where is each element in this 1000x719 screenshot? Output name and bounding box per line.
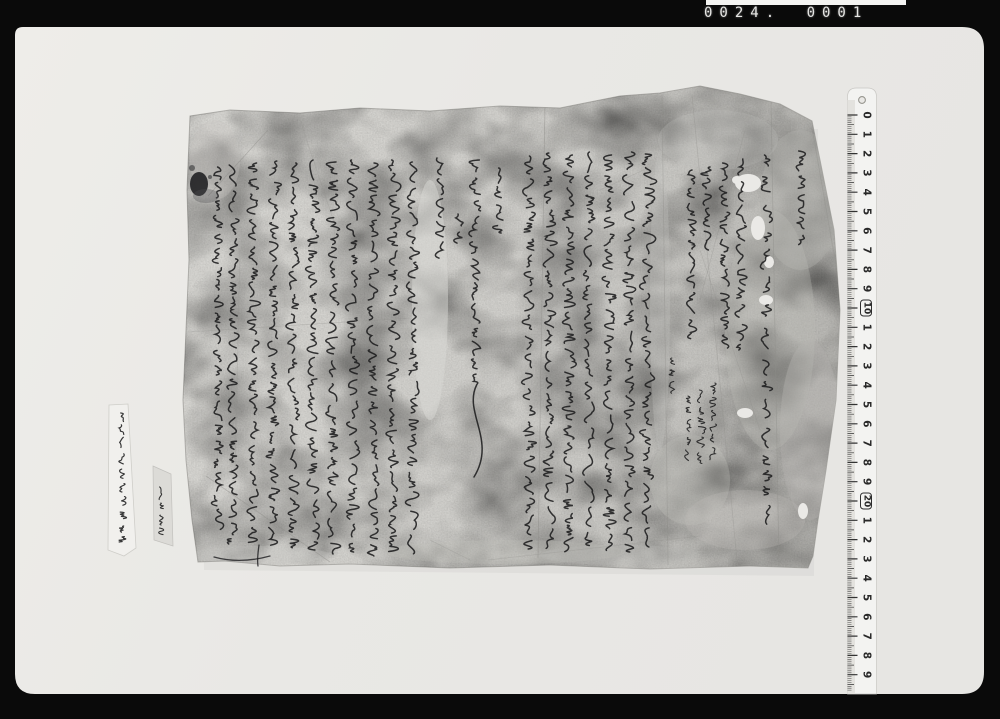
ruler-number: 3 [860, 555, 873, 563]
ruler-number: 2 [860, 342, 873, 351]
paper-stain [650, 150, 670, 450]
paper-hole [759, 295, 773, 305]
ink-blotch [189, 165, 195, 171]
ruler-number: 9 [860, 478, 873, 486]
ruler-number: 4 [860, 381, 873, 389]
ruler-number: 6 [860, 227, 873, 235]
ruler-number: 6 [860, 613, 873, 621]
paper-hole [737, 408, 753, 418]
ruler-number: 5 [860, 207, 873, 216]
ruler-number: 7 [860, 439, 873, 447]
ruler-number: 3 [860, 169, 873, 177]
ruler-number: 2 [860, 535, 873, 544]
paper-stain [540, 545, 700, 565]
manuscript-document [180, 80, 850, 580]
ruler-hole [859, 97, 866, 104]
ruler-number: 3 [860, 362, 873, 370]
ruler-number: 8 [860, 651, 873, 660]
ink-blotch [193, 189, 219, 203]
ruler-number: 10 [861, 301, 872, 315]
ruler-number: 1 [860, 130, 873, 138]
ruler-number: 8 [860, 265, 873, 274]
ruler-number: 20 [861, 494, 872, 508]
paper-fragment [153, 466, 173, 546]
ruler-number: 1 [860, 516, 873, 524]
ruler-number: 8 [860, 458, 873, 467]
ruler-number: 9 [860, 671, 873, 679]
ruler-number: 0 [860, 111, 873, 119]
paper-stain [658, 110, 778, 170]
ruler-number: 1 [860, 323, 873, 331]
paper-hole [751, 216, 765, 240]
ruler-number: 5 [860, 400, 873, 409]
paper-hole [798, 503, 808, 519]
ruler-number: 9 [860, 285, 873, 293]
ruler-number: 4 [860, 188, 873, 196]
ruler-number: 7 [860, 246, 873, 254]
ruler-number: 5 [860, 593, 873, 602]
ink-blotch [208, 175, 212, 179]
paper-hole [732, 176, 742, 184]
ruler-number: 2 [860, 149, 873, 158]
frame-counter: 0024. 0001 [704, 5, 869, 21]
ruler-number: 6 [860, 420, 873, 428]
ruler-number: 4 [860, 574, 873, 582]
paper-stain [685, 490, 805, 550]
ruler-number: 7 [860, 632, 873, 640]
ruler [848, 88, 877, 694]
